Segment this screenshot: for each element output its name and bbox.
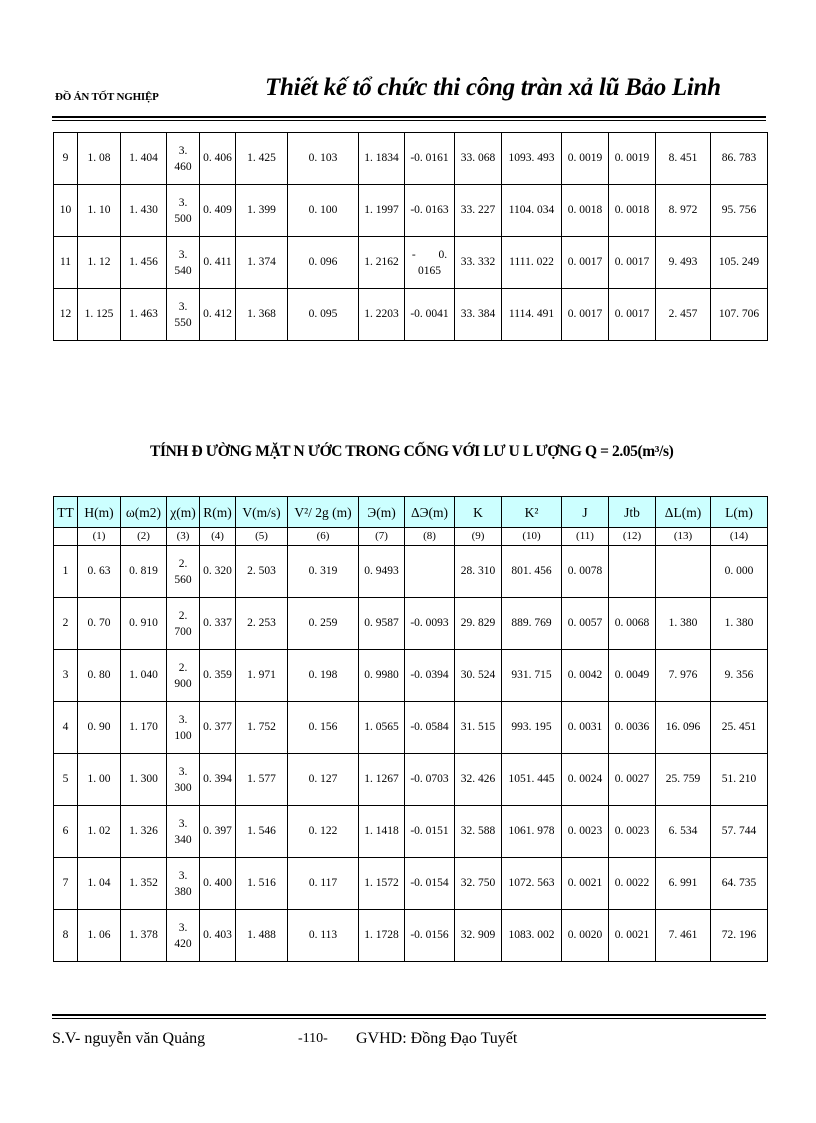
- table-cell: 0. 9587: [359, 598, 405, 650]
- table-cell: 16. 096: [656, 702, 711, 754]
- table-cell: 2. 253: [236, 598, 288, 650]
- table-cell: 4: [54, 702, 78, 754]
- table-cell: 1. 577: [236, 754, 288, 806]
- table-cell: 1. 300: [121, 754, 167, 806]
- table-row: [54, 598, 768, 650]
- table-cell: 1. 399: [236, 185, 288, 237]
- table-cell: 0. 0042: [562, 650, 609, 702]
- table-cell: 6: [54, 806, 78, 858]
- table-cell: -0. 0161: [405, 133, 455, 185]
- table-cell: 6. 534: [656, 806, 711, 858]
- table-cell: 1061. 978: [502, 806, 562, 858]
- table-cell: 1. 00: [78, 754, 121, 806]
- table-cell: 1. 488: [236, 910, 288, 962]
- table-cell: 0. 319: [288, 546, 359, 598]
- table-cell: [609, 546, 656, 598]
- table-cell: 0. 394: [200, 754, 236, 806]
- table-cell: 107. 706: [711, 289, 768, 341]
- table-cell: -0. 0154: [405, 858, 455, 910]
- table-cell: 1. 546: [236, 806, 288, 858]
- table-cell: 3: [54, 650, 78, 702]
- column-header: ω(m2): [121, 497, 167, 528]
- table-cell: -0. 0163: [405, 185, 455, 237]
- column-header: χ(m): [167, 497, 200, 528]
- table-cell: 5: [54, 754, 78, 806]
- table-cell: 1. 374: [236, 237, 288, 289]
- table-cell: [656, 546, 711, 598]
- table-row: [54, 289, 768, 341]
- column-number: (7): [359, 528, 405, 546]
- table-cell: 0. 0023: [609, 806, 656, 858]
- table-cell: 0. 910: [121, 598, 167, 650]
- header-rule-thin: [52, 120, 766, 121]
- table-cell: 2. 560: [167, 546, 200, 598]
- table-cell: 0. 0027: [609, 754, 656, 806]
- footer-rule: [52, 1014, 766, 1016]
- table-cell: 1. 170: [121, 702, 167, 754]
- table-cell: -0. 0394: [405, 650, 455, 702]
- table-cell: 1. 12: [78, 237, 121, 289]
- table-cell: 64. 735: [711, 858, 768, 910]
- table-cell: 0. 0017: [562, 237, 609, 289]
- table-cell: 2. 900: [167, 650, 200, 702]
- table-cell: 8: [54, 910, 78, 962]
- table-cell: 0. 100: [288, 185, 359, 237]
- table-row: [54, 910, 768, 962]
- table-cell: 57. 744: [711, 806, 768, 858]
- table-cell: 7: [54, 858, 78, 910]
- section-title: TÍNH Đ ƯỜNG MẶT N ƯỚC TRONG CỐNG VỚI LƯ U L ƯỢNG Q = 2.05(m³/s): [150, 443, 674, 460]
- table-cell: 1. 1997: [359, 185, 405, 237]
- footer-page-number: -110-: [298, 1031, 328, 1046]
- table-cell: 0. 0024: [562, 754, 609, 806]
- table-cell: 32. 750: [455, 858, 502, 910]
- column-header: Э(m): [359, 497, 405, 528]
- table-cell: 95. 756: [711, 185, 768, 237]
- table-cell: 8. 451: [656, 133, 711, 185]
- table-cell: 2: [54, 598, 78, 650]
- table-cell: 1. 04: [78, 858, 121, 910]
- table-cell: 0. 103: [288, 133, 359, 185]
- continuation-table: [53, 132, 768, 341]
- table-cell: 0. 397: [200, 806, 236, 858]
- table-cell: 0. 377: [200, 702, 236, 754]
- table-cell: 801. 456: [502, 546, 562, 598]
- table-cell: -0. 0093: [405, 598, 455, 650]
- table-cell: 0. 337: [200, 598, 236, 650]
- table-cell: 2. 457: [656, 289, 711, 341]
- table-cell: 1. 040: [121, 650, 167, 702]
- table-cell: 0. 406: [200, 133, 236, 185]
- table-cell: 1. 125: [78, 289, 121, 341]
- table-cell: 33. 332: [455, 237, 502, 289]
- table-cell: 0. 9980: [359, 650, 405, 702]
- footer-advisor: GVHD: Đồng Đạo Tuyết: [356, 1030, 518, 1047]
- column-number: (8): [405, 528, 455, 546]
- column-number: (2): [121, 528, 167, 546]
- column-header: L(m): [711, 497, 768, 528]
- table-cell: 7. 976: [656, 650, 711, 702]
- table-cell: 1104. 034: [502, 185, 562, 237]
- table-cell: 33. 227: [455, 185, 502, 237]
- table-cell: 0. 095: [288, 289, 359, 341]
- table-cell: 25. 759: [656, 754, 711, 806]
- table-cell: 33. 384: [455, 289, 502, 341]
- table-cell: 10: [54, 185, 78, 237]
- table-cell: 1. 368: [236, 289, 288, 341]
- table-cell: 12: [54, 289, 78, 341]
- table-cell: 0. 412: [200, 289, 236, 341]
- header-title: Thiết kế tổ chức thi công tràn xả lũ Bảo Linh: [265, 74, 721, 101]
- table-cell: 889. 769: [502, 598, 562, 650]
- column-number: (10): [502, 528, 562, 546]
- table-cell: 31. 515: [455, 702, 502, 754]
- column-header: R(m): [200, 497, 236, 528]
- table-cell: 0. 0036: [609, 702, 656, 754]
- column-header: J: [562, 497, 609, 528]
- table-cell: 0. 411: [200, 237, 236, 289]
- column-header: ΔL(m): [656, 497, 711, 528]
- table-cell: 9: [54, 133, 78, 185]
- table-cell: 0. 0018: [562, 185, 609, 237]
- table-cell: 3. 550: [167, 289, 200, 341]
- table-cell: 0. 0021: [609, 910, 656, 962]
- table-cell: 0. 9493: [359, 546, 405, 598]
- table-cell: 0. 0017: [609, 289, 656, 341]
- table-cell: 3. 380: [167, 858, 200, 910]
- table-cell: 1. 06: [78, 910, 121, 962]
- table-cell: 0. 0021: [562, 858, 609, 910]
- table-row: [54, 546, 768, 598]
- column-header: K: [455, 497, 502, 528]
- table-cell: 3. 420: [167, 910, 200, 962]
- table-cell: 0. 0019: [562, 133, 609, 185]
- table-cell: 0. 259: [288, 598, 359, 650]
- table-cell: 0. 90: [78, 702, 121, 754]
- table-cell: 32. 426: [455, 754, 502, 806]
- table-row: [54, 133, 768, 185]
- table-cell: 0. 400: [200, 858, 236, 910]
- column-number: (3): [167, 528, 200, 546]
- table-cell: 1. 425: [236, 133, 288, 185]
- table-row: [54, 237, 768, 289]
- table-cell: 0. 0023: [562, 806, 609, 858]
- table-cell: 0. 096: [288, 237, 359, 289]
- table-cell: 0. 403: [200, 910, 236, 962]
- column-number: (4): [200, 528, 236, 546]
- column-number: (11): [562, 528, 609, 546]
- table-cell: 0. 0017: [562, 289, 609, 341]
- table-cell: 0. 0022: [609, 858, 656, 910]
- footer-student: S.V- nguyễn văn Quảng: [52, 1030, 206, 1047]
- column-header: V²/ 2g (m): [288, 497, 359, 528]
- table-cell: 11: [54, 237, 78, 289]
- water-surface-table: [53, 496, 768, 962]
- table-cell: 72. 196: [711, 910, 768, 962]
- table-cell: [405, 546, 455, 598]
- table-cell: 0. 000: [711, 546, 768, 598]
- table-cell: 1083. 002: [502, 910, 562, 962]
- header-rule: [52, 116, 766, 118]
- column-number: (12): [609, 528, 656, 546]
- table-cell: 1. 380: [711, 598, 768, 650]
- table-cell: 3. 100: [167, 702, 200, 754]
- table-cell: 28. 310: [455, 546, 502, 598]
- table-cell: 1. 456: [121, 237, 167, 289]
- table-cell: -0. 0156: [405, 910, 455, 962]
- table-cell: 1. 02: [78, 806, 121, 858]
- header-project-label: ĐỒ ÁN TỐT NGHIỆP: [55, 91, 159, 103]
- column-number: (14): [711, 528, 768, 546]
- table-cell: 0. 320: [200, 546, 236, 598]
- column-header: TT: [54, 497, 78, 528]
- table-cell: 1. 326: [121, 806, 167, 858]
- table-cell: 1. 1267: [359, 754, 405, 806]
- column-number: (1): [78, 528, 121, 546]
- table-cell: 1093. 493: [502, 133, 562, 185]
- column-header: ΔЭ(m): [405, 497, 455, 528]
- table-cell: 1. 08: [78, 133, 121, 185]
- table-cell: 931. 715: [502, 650, 562, 702]
- table-cell: -0. 0703: [405, 754, 455, 806]
- table-cell: 30. 524: [455, 650, 502, 702]
- table-cell: 3. 300: [167, 754, 200, 806]
- column-header: Jtb: [609, 497, 656, 528]
- table-cell: 51. 210: [711, 754, 768, 806]
- table-cell: 86. 783: [711, 133, 768, 185]
- table-cell: 7. 461: [656, 910, 711, 962]
- table-cell: -0. 0041: [405, 289, 455, 341]
- table-row: [54, 185, 768, 237]
- table-row: [54, 754, 768, 806]
- table-cell: 0. 0020: [562, 910, 609, 962]
- column-number: [54, 528, 78, 546]
- table-cell: 1051. 445: [502, 754, 562, 806]
- table-row: [54, 806, 768, 858]
- table-cell: 1. 378: [121, 910, 167, 962]
- table-cell: 0. 70: [78, 598, 121, 650]
- table-cell: 1114. 491: [502, 289, 562, 341]
- table-cell: 25. 451: [711, 702, 768, 754]
- table-cell: 1111. 022: [502, 237, 562, 289]
- column-header: V(m/s): [236, 497, 288, 528]
- table-cell: 0. 156: [288, 702, 359, 754]
- table-cell: 0. 0017: [609, 237, 656, 289]
- table-row: [54, 858, 768, 910]
- table-cell: 2. 503: [236, 546, 288, 598]
- table-cell: 1. 430: [121, 185, 167, 237]
- table-cell: 993. 195: [502, 702, 562, 754]
- table-cell: 1. 752: [236, 702, 288, 754]
- table-row: [54, 650, 768, 702]
- table-cell: 0. 0049: [609, 650, 656, 702]
- table-cell: 1. 2203: [359, 289, 405, 341]
- table-cell: 0. 359: [200, 650, 236, 702]
- table-cell: 1. 2162: [359, 237, 405, 289]
- column-number: (5): [236, 528, 288, 546]
- table-cell: 1. 1728: [359, 910, 405, 962]
- table-cell: 0. 198: [288, 650, 359, 702]
- table-cell: 6. 991: [656, 858, 711, 910]
- table-cell: 1. 516: [236, 858, 288, 910]
- table-cell: 1. 380: [656, 598, 711, 650]
- table-cell: 0. 0031: [562, 702, 609, 754]
- table-cell: -0. 0584: [405, 702, 455, 754]
- footer-rule-thin: [52, 1018, 766, 1019]
- column-header: K²: [502, 497, 562, 528]
- table-cell: 0. 0078: [562, 546, 609, 598]
- table-cell: 1: [54, 546, 78, 598]
- table-cell: 33. 068: [455, 133, 502, 185]
- table-cell: 0. 409: [200, 185, 236, 237]
- table-cell: 3. 540: [167, 237, 200, 289]
- table-cell: 8. 972: [656, 185, 711, 237]
- table-cell: 3. 340: [167, 806, 200, 858]
- table-cell: 0. 127: [288, 754, 359, 806]
- table-cell: 32. 588: [455, 806, 502, 858]
- table-cell: 3. 460: [167, 133, 200, 185]
- table-cell: 1. 1834: [359, 133, 405, 185]
- table-cell: 0. 0019: [609, 133, 656, 185]
- table-cell: 0. 63: [78, 546, 121, 598]
- table-cell: 0. 80: [78, 650, 121, 702]
- table-cell: 1072. 563: [502, 858, 562, 910]
- table-cell: 0. 819: [121, 546, 167, 598]
- table-cell: 0. 117: [288, 858, 359, 910]
- table-cell: 0. 122: [288, 806, 359, 858]
- table-cell: 1. 1418: [359, 806, 405, 858]
- column-number: (9): [455, 528, 502, 546]
- table-cell: 0. 0057: [562, 598, 609, 650]
- table-cell: 3. 500: [167, 185, 200, 237]
- table-cell: 105. 249: [711, 237, 768, 289]
- column-number: (6): [288, 528, 359, 546]
- column-number: (13): [656, 528, 711, 546]
- table-cell: 1. 352: [121, 858, 167, 910]
- table-cell: 32. 909: [455, 910, 502, 962]
- table-row: [54, 702, 768, 754]
- table-cell: -0. 0151: [405, 806, 455, 858]
- table-cell: 1. 10: [78, 185, 121, 237]
- table-cell: 1. 463: [121, 289, 167, 341]
- table-cell: 1. 404: [121, 133, 167, 185]
- table-cell: 1. 971: [236, 650, 288, 702]
- table-cell: 2. 700: [167, 598, 200, 650]
- table-cell: 29. 829: [455, 598, 502, 650]
- table-cell: 1. 0565: [359, 702, 405, 754]
- table-cell: - 0. 0165: [405, 237, 455, 289]
- table-cell: 1. 1572: [359, 858, 405, 910]
- table-cell: 9. 493: [656, 237, 711, 289]
- column-header: H(m): [78, 497, 121, 528]
- table-cell: 9. 356: [711, 650, 768, 702]
- table-cell: 0. 0018: [609, 185, 656, 237]
- table-cell: 0. 113: [288, 910, 359, 962]
- table-cell: 0. 0068: [609, 598, 656, 650]
